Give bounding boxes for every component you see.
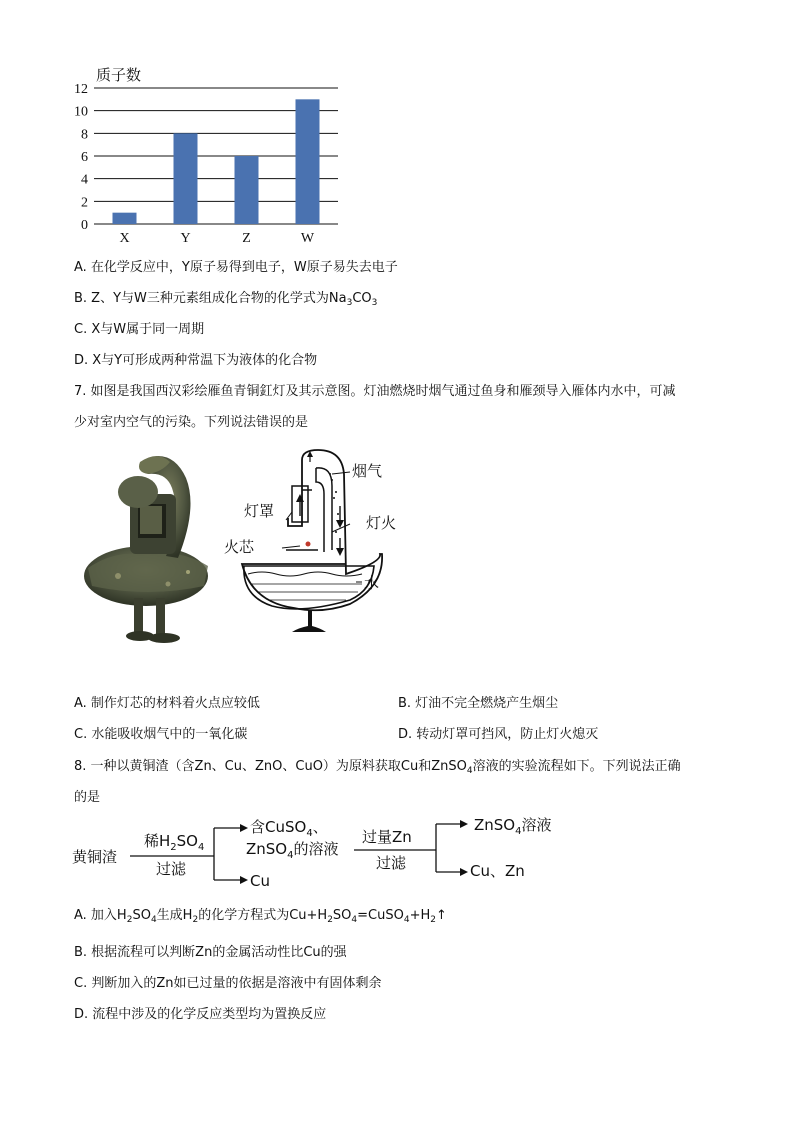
- q6-option-b: B. Z、Y与W三种元素组成化合物的化学式为$Na_3CO_3$: [74, 291, 378, 308]
- q7-stem-line1: 7. 如图是我国西汉彩绘雁鱼青铜釭灯及其示意图。灯油燃烧时烟气通过鱼身和雁颈导入雁体内水中，可减: [74, 384, 676, 399]
- q7-option-c: C. 水能吸收烟气中的一氧化碳: [74, 727, 248, 742]
- flow-step2-reagent: 过量Zn: [362, 828, 412, 846]
- label-water: 水: [364, 574, 380, 592]
- bar-z: [235, 156, 259, 224]
- q6-option-c: C. X与W属于同一周期: [74, 322, 205, 337]
- flow-start: 黄铜渣: [72, 848, 118, 866]
- bar-x: [113, 213, 137, 224]
- q7-option-a: A. 制作灯芯的材料着火点应较低: [74, 696, 260, 711]
- y-tick-label: 2: [81, 195, 88, 211]
- flow-branch-cu: Cu: [250, 872, 270, 890]
- label-smoke: 烟气: [352, 462, 383, 480]
- y-tick-label: 12: [74, 82, 88, 97]
- chart-x-ticks: [119, 231, 314, 246]
- y-tick-label: 4: [81, 172, 88, 188]
- x-tick-label: W: [300, 231, 315, 246]
- flow-step1-filter: 过滤: [156, 860, 187, 878]
- flow-mid-line2: ZnSO$_4$的溶液: [246, 840, 339, 861]
- flow-mid-line1: 含CuSO$_4$、: [250, 818, 328, 839]
- label-flame: 灯火: [366, 514, 397, 532]
- q8-option-a: A. 加入$H_2SO_4$生成$H_2$的化学方程式为$Cu+H_2SO_4=CuSO_4+H_2↑$: [74, 908, 447, 925]
- lamp-schematic-diagram: [224, 446, 432, 641]
- q8-stem-line1: 8. 一种以黄铜渣（含Zn、Cu、ZnO、CuO）为原料获取Cu和ZnSO$_4$溶液的实验流程如下。下列说法正确: [74, 759, 681, 776]
- flow-step1-reagent: 稀$H_2SO_4$: [144, 832, 205, 853]
- bronze-goose-lamp-photo: [78, 448, 218, 648]
- y-tick-label: 8: [81, 127, 88, 143]
- x-tick-label: Y: [180, 231, 191, 246]
- y-tick-label: 10: [74, 104, 88, 120]
- y-tick-label: 0: [81, 218, 88, 233]
- x-tick-label: Z: [242, 231, 251, 246]
- q7-stem-line2: 少对室内空气的污染。下列说法错误的是: [74, 415, 309, 430]
- chart-y-ticks: [74, 82, 88, 233]
- q7-option-b: B. 灯油不完全燃烧产生烟尘: [398, 696, 559, 711]
- flow-output-solution: ZnSO$_4$溶液: [474, 816, 552, 837]
- chart-bars: [113, 99, 320, 224]
- q8-stem-line2: 的是: [74, 790, 101, 805]
- flow-step2-filter: 过滤: [376, 854, 407, 872]
- q8-flow-diagram: [70, 810, 570, 900]
- q6-option-a: A. 在化学反应中，Y原子易得到电子，W原子易失去电子: [74, 260, 398, 275]
- bar-y: [174, 133, 198, 224]
- q7-option-d: D. 转动灯罩可挡风，防止灯火熄灭: [398, 727, 599, 742]
- flow-output-solids: Cu、Zn: [470, 862, 525, 880]
- y-tick-label: 6: [81, 150, 88, 165]
- bar-w: [296, 99, 320, 224]
- chart-ylabel: 质子数: [96, 66, 142, 84]
- q8-option-c: C. 判断加入的Zn如已过量的依据是溶液中有固体剩余: [74, 976, 382, 991]
- x-tick-label: X: [119, 231, 130, 246]
- q8-option-b: B. 根据流程可以判断Zn的金属活动性比Cu的强: [74, 945, 347, 960]
- proton-bar-chart: [60, 60, 360, 250]
- label-wick: 火芯: [224, 538, 255, 556]
- q6-option-d: D. X与Y可形成两种常温下为液体的化合物: [74, 353, 318, 368]
- label-shade: 灯罩: [244, 502, 275, 520]
- q8-option-d: D. 流程中涉及的化学反应类型均为置换反应: [74, 1007, 327, 1022]
